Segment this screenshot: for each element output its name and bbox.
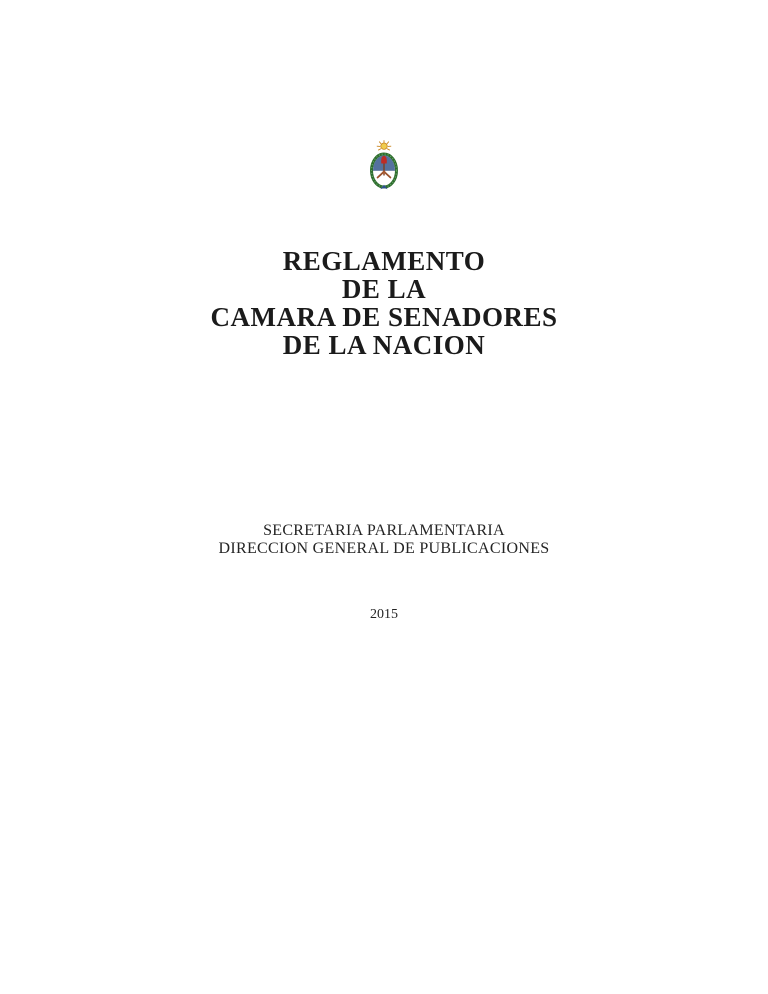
title-line-1: REGLAMENTO [282, 246, 486, 276]
publisher-line-1: SECRETARIA PARLAMENTARIA [263, 522, 505, 539]
sun-icon [381, 143, 387, 149]
title-line-4: DE LA NACION [282, 330, 486, 360]
publisher-line-2: DIRECCION GENERAL DE PUBLICACIONES [218, 540, 550, 557]
publisher-block [0, 522, 768, 558]
argentina-coat-of-arms-icon [365, 139, 403, 192]
title-line-3: CAMARA DE SENADORES [210, 302, 558, 332]
document-title [0, 247, 768, 359]
publication-year: 2015 [370, 607, 398, 622]
title-line-2: DE LA [341, 274, 427, 304]
phrygian-cap [381, 156, 387, 164]
